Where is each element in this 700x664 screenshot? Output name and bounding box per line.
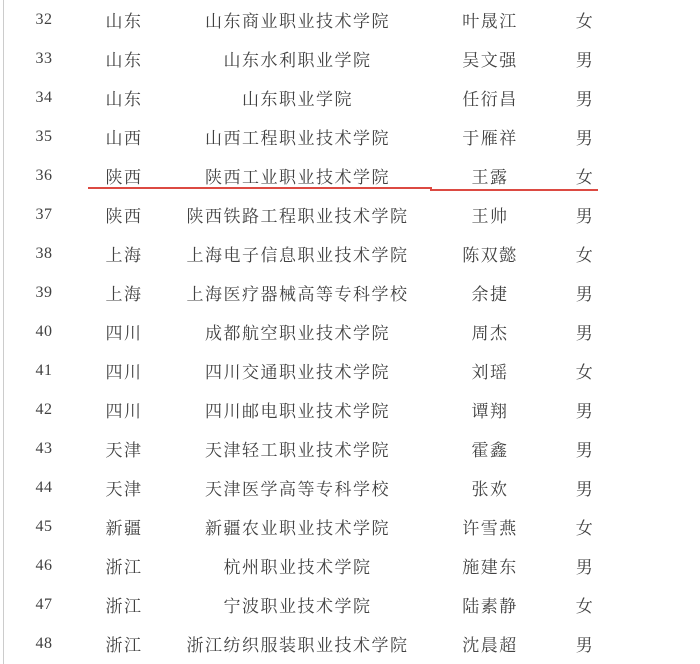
person-name-cell: 吴文强 [462, 51, 518, 70]
table-row [0, 234, 700, 273]
gender-cell: 女 [575, 363, 595, 382]
table-row [0, 507, 700, 546]
table-row [0, 312, 700, 351]
row-number-cell: 45 [35, 517, 53, 535]
row-number-cell: 39 [35, 283, 53, 301]
gender-cell: 女 [575, 519, 595, 538]
table-row [0, 546, 700, 585]
gender-cell: 男 [575, 480, 595, 499]
person-name-cell: 叶晟江 [462, 12, 518, 31]
school-name-cell: 陕西铁路工程职业技术学院 [186, 207, 409, 226]
table-row [0, 585, 700, 624]
school-name-cell: 陕西工业职业技术学院 [205, 168, 390, 187]
table-row [0, 624, 700, 663]
person-name-cell: 周杰 [471, 324, 509, 343]
row-number-cell: 41 [35, 361, 53, 379]
gender-cell: 男 [575, 324, 595, 343]
red-underline-right-segment [430, 189, 598, 191]
school-name-cell: 上海医疗器械高等专科学校 [186, 285, 409, 304]
person-name-cell: 余捷 [471, 285, 509, 304]
person-name-cell: 王帅 [471, 207, 509, 226]
table-row [0, 39, 700, 78]
school-name-cell: 天津医学高等专科学校 [205, 480, 390, 499]
school-name-cell: 山东职业学院 [242, 90, 353, 109]
gender-cell: 女 [575, 12, 595, 31]
province-cell: 山东 [105, 90, 143, 109]
gender-cell: 男 [575, 636, 595, 655]
row-number-cell: 35 [35, 127, 53, 145]
province-cell: 天津 [105, 480, 143, 499]
table-row [0, 351, 700, 390]
gender-cell: 男 [575, 402, 595, 421]
row-number-cell: 32 [35, 10, 53, 28]
province-cell: 四川 [105, 363, 143, 382]
red-underline-left-segment [88, 187, 432, 189]
row-number-cell: 40 [35, 322, 53, 340]
gender-cell: 女 [575, 246, 595, 265]
row-number-cell: 42 [35, 400, 53, 418]
gender-cell: 男 [575, 51, 595, 70]
table-row [0, 468, 700, 507]
table-row [0, 0, 700, 39]
province-cell: 陕西 [105, 168, 143, 187]
row-number-cell: 38 [35, 244, 53, 262]
province-cell: 四川 [105, 402, 143, 421]
province-cell: 四川 [105, 324, 143, 343]
gender-cell: 男 [575, 285, 595, 304]
school-name-cell: 天津轻工职业技术学院 [205, 441, 390, 460]
province-cell: 新疆 [105, 519, 143, 538]
row-number-cell: 34 [35, 88, 53, 106]
table-row [0, 78, 700, 117]
person-name-cell: 谭翔 [471, 402, 509, 421]
person-name-cell: 于雁祥 [462, 129, 518, 148]
school-name-cell: 新疆农业职业技术学院 [205, 519, 390, 538]
table-row [0, 429, 700, 468]
province-cell: 陕西 [105, 207, 143, 226]
province-cell: 浙江 [105, 558, 143, 577]
gender-cell: 女 [575, 597, 595, 616]
gender-cell: 男 [575, 207, 595, 226]
row-number-cell: 47 [35, 595, 53, 613]
province-cell: 上海 [105, 246, 143, 265]
school-name-cell: 宁波职业技术学院 [223, 597, 372, 616]
school-name-cell: 杭州职业技术学院 [223, 558, 372, 577]
person-name-cell: 任衍昌 [462, 90, 518, 109]
province-cell: 山东 [105, 51, 143, 70]
province-cell: 山东 [105, 12, 143, 31]
province-cell: 天津 [105, 441, 143, 460]
table-row [0, 273, 700, 312]
person-name-cell: 许雪燕 [462, 519, 518, 538]
gender-cell: 女 [575, 168, 595, 187]
school-name-cell: 山东商业职业技术学院 [205, 12, 390, 31]
person-name-cell: 霍鑫 [471, 441, 509, 460]
gender-cell: 男 [575, 129, 595, 148]
gender-cell: 男 [575, 441, 595, 460]
person-name-cell: 陆素静 [462, 597, 518, 616]
row-number-cell: 48 [35, 634, 53, 652]
gender-cell: 男 [575, 558, 595, 577]
school-name-cell: 山西工程职业技术学院 [205, 129, 390, 148]
school-name-cell: 上海电子信息职业技术学院 [186, 246, 409, 265]
person-name-cell: 王露 [471, 168, 509, 187]
province-cell: 山西 [105, 129, 143, 148]
school-name-cell: 四川交通职业技术学院 [205, 363, 390, 382]
row-number-cell: 46 [35, 556, 53, 574]
table-row [0, 195, 700, 234]
row-number-cell: 43 [35, 439, 53, 457]
school-name-cell: 成都航空职业技术学院 [205, 324, 390, 343]
row-number-cell: 44 [35, 478, 53, 496]
row-number-cell: 36 [35, 166, 53, 184]
school-name-cell: 浙江纺织服装职业技术学院 [186, 636, 409, 655]
table-row [0, 390, 700, 429]
person-name-cell: 刘瑶 [471, 363, 509, 382]
person-name-cell: 沈晨超 [462, 636, 518, 655]
person-name-cell: 张欢 [471, 480, 509, 499]
gender-cell: 男 [575, 90, 595, 109]
person-name-cell: 施建东 [462, 558, 518, 577]
province-cell: 浙江 [105, 597, 143, 616]
row-number-cell: 37 [35, 205, 53, 223]
school-name-cell: 四川邮电职业技术学院 [205, 402, 390, 421]
school-name-cell: 山东水利职业学院 [223, 51, 372, 70]
table-row [0, 117, 700, 156]
person-name-cell: 陈双懿 [462, 246, 518, 265]
province-cell: 浙江 [105, 636, 143, 655]
row-number-cell: 33 [35, 49, 53, 67]
province-cell: 上海 [105, 285, 143, 304]
